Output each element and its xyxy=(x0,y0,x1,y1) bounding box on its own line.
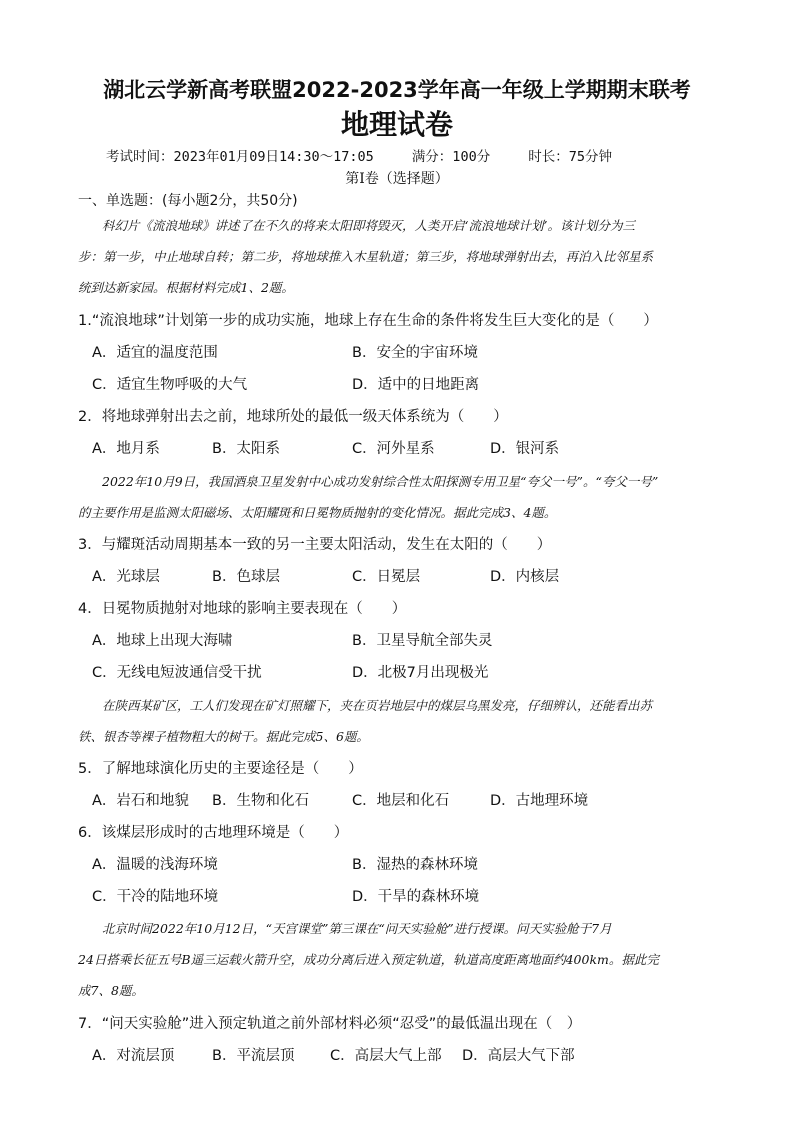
question-4-option-a: A．地球上出现大海啸 xyxy=(92,633,233,649)
question-6-option-d: D．干旱的森林环境 xyxy=(352,889,480,905)
question-7-option-b: B．平流层顶 xyxy=(212,1048,295,1064)
exam-title: 湖北云学新高考联盟2022-2023学年高一年级上学期期末联考 xyxy=(103,78,691,102)
question-6-option-c: C．干冷的陆地环境 xyxy=(92,889,219,905)
question-1-option-a: A．适宜的温度范围 xyxy=(92,345,218,361)
question-3-option-c: C．日冕层 xyxy=(352,569,421,585)
question-3-option-a: A．光球层 xyxy=(92,569,160,585)
material-2-line-1: 2022年10月9日，我国酒泉卫星发射中心成功发射综合性太阳探测专用卫星“夸父一号”。“夸父一号” xyxy=(102,474,659,489)
section-heading: 第Ⅰ卷（选择题） xyxy=(345,171,449,187)
material-3-line-2: 铁、银杏等裸子植物粗大的树干。据此完成5、6题。 xyxy=(78,729,369,744)
question-5-option-d: D．古地理环境 xyxy=(490,793,589,809)
question-3-option-b: B．色球层 xyxy=(212,569,280,585)
question-2-stem: 2．将地球弹射出去之前，地球所处的最低一级天体系统为（ ） xyxy=(78,409,508,425)
question-3-stem: 3．与耀斑活动周期基本一致的另一主要太阳活动，发生在太阳的（ ） xyxy=(78,537,552,553)
material-1-line-3: 统到达新家园。根据材料完成1、2题。 xyxy=(78,280,294,295)
question-6-option-a: A．温暖的浅海环境 xyxy=(92,857,218,873)
part-heading: 一、单选题：(每小题2分，共50分) xyxy=(78,193,298,209)
material-4-line-1: 北京时间2022年10月12日，“天宫课堂”第三课在“问天实验舱”进行授课。问天实验舱于7月 xyxy=(102,921,612,936)
material-2-line-2: 的主要作用是监测太阳磁场、太阳耀斑和日冕物质抛射的变化情况。据此完成3、4题。 xyxy=(78,505,557,520)
question-1-option-d: D．适中的日地距离 xyxy=(352,377,480,393)
question-2-option-a: A．地月系 xyxy=(92,441,160,457)
material-4-line-2: 24日搭乘长征五号B遥三运载火箭升空，成功分离后进入预定轨道，轨道高度距离地面约400km。据此完 xyxy=(78,952,659,967)
question-2-option-c: C．河外星系 xyxy=(352,441,435,457)
question-4-option-b: B．卫星导航全部失灵 xyxy=(352,633,493,649)
question-4-option-c: C．无线电短波通信受干扰 xyxy=(92,665,262,681)
question-4-option-d: D．北极7月出现极光 xyxy=(352,665,489,681)
question-6-stem: 6．该煤层形成时的古地理环境是（ ） xyxy=(78,825,349,841)
question-1-option-b: B．安全的宇宙环境 xyxy=(352,345,478,361)
exam-meta xyxy=(106,151,612,165)
question-5-option-b: B．生物和化石 xyxy=(212,793,309,809)
question-5-option-a: A．岩石和地貌 xyxy=(92,793,189,809)
question-1-stem: 1.“流浪地球”计划第一步的成功实施，地球上存在生命的条件将发生巨大变化的是（ ） xyxy=(78,313,658,329)
question-3-option-d: D．内核层 xyxy=(490,569,560,585)
full-score: 满分：100分 xyxy=(411,149,491,165)
question-4-stem: 4．日冕物质抛射对地球的影响主要表现在（ ） xyxy=(78,601,407,617)
question-7-option-c: C．高层大气上部 xyxy=(330,1048,442,1064)
question-5-option-c: C．地层和化石 xyxy=(352,793,450,809)
material-1-line-1: 科幻片《流浪地球》讲述了在不久的将来太阳即将毁灭，人类开启‘流浪地球计划’。该计划分为三 xyxy=(102,218,635,233)
duration: 时长：75分钟 xyxy=(528,149,612,165)
question-7-option-d: D．高层大气下部 xyxy=(462,1048,575,1064)
question-7-stem: 7．“问天实验舱”进入预定轨道之前外部材料必须“忍受”的最低温出现在（ ） xyxy=(78,1016,582,1032)
question-2-option-b: B．太阳系 xyxy=(212,441,280,457)
material-3-line-1: 在陕西某矿区，工人们发现在矿灯照耀下，夹在页岩地层中的煤层乌黑发亮，仔细辨认，还能看出苏 xyxy=(102,698,653,713)
question-2-option-d: D．银河系 xyxy=(490,441,560,457)
question-6-option-b: B．湿热的森林环境 xyxy=(352,857,478,873)
question-5-stem: 5．了解地球演化历史的主要途径是（ ） xyxy=(78,761,363,777)
question-7-option-a: A．对流层顶 xyxy=(92,1048,175,1064)
subject-title: 地理试卷 xyxy=(340,108,453,141)
material-1-line-2: 步：第一步，中止地球自转；第二步，将地球推入木星轨道；第三步，将地球弹射出去，再泊入比邻星系 xyxy=(78,249,654,264)
question-1-option-c: C．适宜生物呼吸的大气 xyxy=(92,377,248,393)
exam-time: 考试时间：2023年01月09日14:30～17:05 xyxy=(106,149,374,165)
material-4-line-3: 成7、8题。 xyxy=(78,983,144,998)
